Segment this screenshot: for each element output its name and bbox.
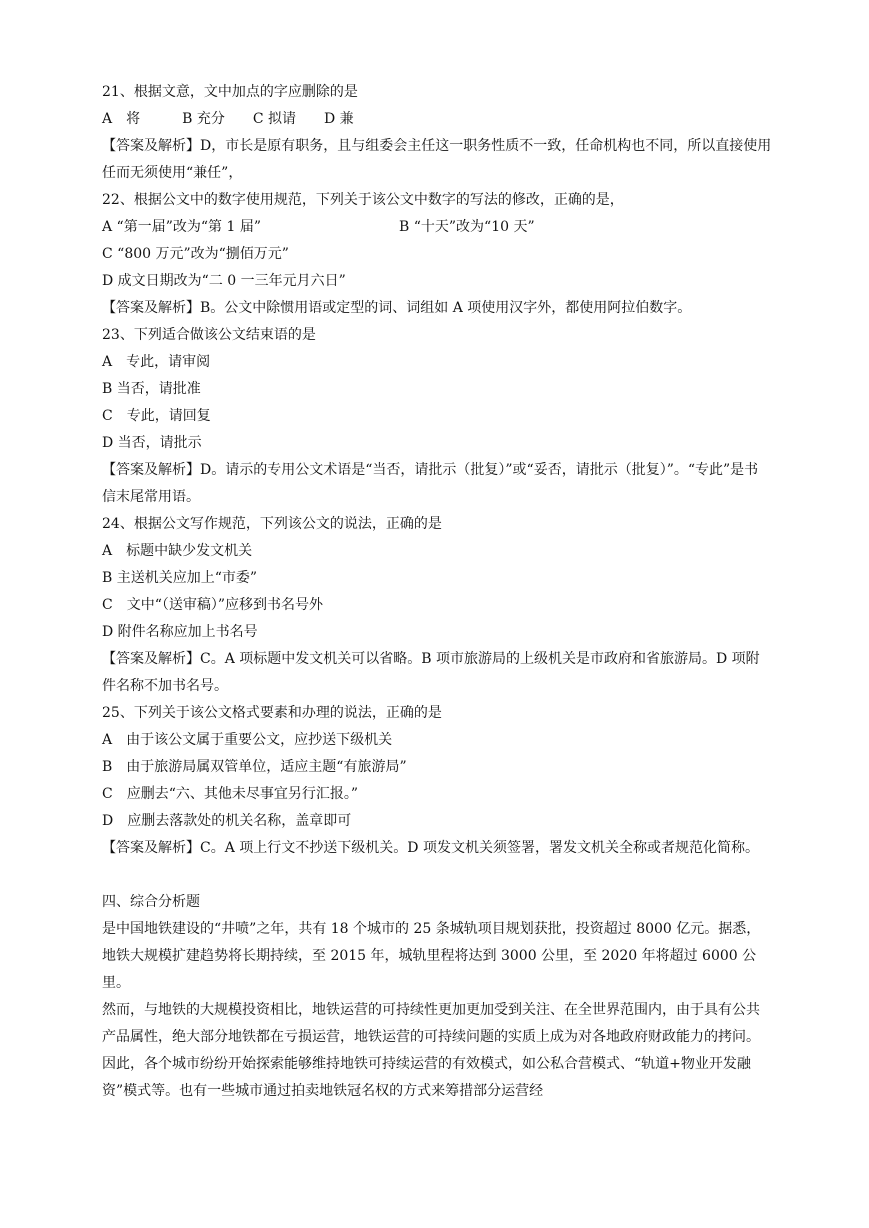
q21-answer: 【答案及解析】D，市长是原有职务，且与组委会主任这一职务性质不一致，任命机构也不同，所以直接使用任而无须使用“兼任”， <box>102 138 772 181</box>
q25-option-a: A 由于该公文属于重要公文，应抄送下级机关 <box>102 732 393 748</box>
section-spacer <box>102 862 772 889</box>
q22-option-a: A “第一届”改为“第 1 届” <box>102 219 261 235</box>
q23-answer: 【答案及解析】D。请示的专用公文术语是“当否，请批示（批复）”或“妥否，请批示（批复）”。“专此”是书信末尾常用语。 <box>102 462 759 505</box>
section4-paragraph-1: 是中国地铁建设的“井喷”之年，共有 18 个城市的 25 条城轨项目规划获批，投资超过 8000 亿元。据悉，地铁大规模扩建趋势将长期持续，至 2015 年，城轨里程将达到 3000 公里，至 2020 年将超过 6000 公里。 <box>102 921 761 991</box>
q22-option-c: C “800 万元”改为“捌佰万元” <box>102 246 289 262</box>
document-page <box>102 79 772 1105</box>
q24-option-a: A 标题中缺少发文机关 <box>102 543 253 559</box>
q25-answer: 【答案及解析】C。A 项上行文不抄送下级机关。D 项发文机关须签署，署发文机关全称或者规范化简称。 <box>102 840 759 856</box>
q22-answer: 【答案及解析】B。公文中除惯用语或定型的词、词组如 A 项使用汉字外，都使用阿拉伯数字。 <box>102 300 692 316</box>
q25-option-b: B 由于旅游局属双管单位，适应主题“有旅游局” <box>102 759 407 775</box>
section4-paragraph-2: 然而，与地铁的大规模投资相比，地铁运营的可持续性更加更加受到关注、在全世界范围内，由于具有公共产品属性，绝大部分地铁都在亏损运营，地铁运营的可持续问题的实质上成为对各地政府财政能力的拷问。因此，各个城市纷纷开始探索能够维持地铁可持续运营的有效模式，如公私合营模式、“轨道+物业开发融资”模式等。也有一些城市通过拍卖地铁冠名权的方式来筹措部分运营经 <box>102 1002 760 1099</box>
q25-option-c: C 应删去“六、其他未尽事宜另行汇报。” <box>102 786 359 802</box>
q22-option-b: B “十天”改为“10 天” <box>399 219 535 235</box>
q23-option-c: C 专此，请回复 <box>102 408 211 424</box>
q24-question: 24、根据公文写作规范，下列该公文的说法，正确的是 <box>102 516 442 532</box>
q25-option-d: D 应删去落款处的机关名称，盖章即可 <box>102 813 352 829</box>
q23-option-a: A 专此，请审阅 <box>102 354 211 370</box>
q23-option-d: D 当否，请批示 <box>102 435 202 451</box>
q22-options-row <box>102 214 772 241</box>
q24-option-d: D 附件名称应加上书名号 <box>102 624 258 640</box>
q24-option-b: B 主送机关应加上“市委” <box>102 570 258 586</box>
q21-options: A 将 B 充分 C 拟请 D 兼 <box>102 111 354 127</box>
q24-answer: 【答案及解析】C。A 项标题中发文机关可以省略。B 项市旅游局的上级机关是市政府和省旅游局。D 项附件名称不加书名号。 <box>102 651 760 694</box>
q22-option-d: D 成文日期改为“二 0 一三年元月六日” <box>102 273 346 289</box>
q21-question: 21、根据文意，文中加点的字应删除的是 <box>102 84 358 100</box>
q23-question: 23、下列适合做该公文结束语的是 <box>102 327 316 343</box>
q22-question: 22、根据公文中的数字使用规范，下列关于该公文中数字的写法的修改，正确的是， <box>102 192 624 208</box>
q23-option-b: B 当否，请批准 <box>102 381 201 397</box>
section4-title: 四、综合分析题 <box>102 894 200 910</box>
q25-question: 25、下列关于该公文格式要素和办理的说法，正确的是 <box>102 705 442 721</box>
q24-option-c: C 文中“（送审稿）”应移到书名号外 <box>102 597 324 613</box>
